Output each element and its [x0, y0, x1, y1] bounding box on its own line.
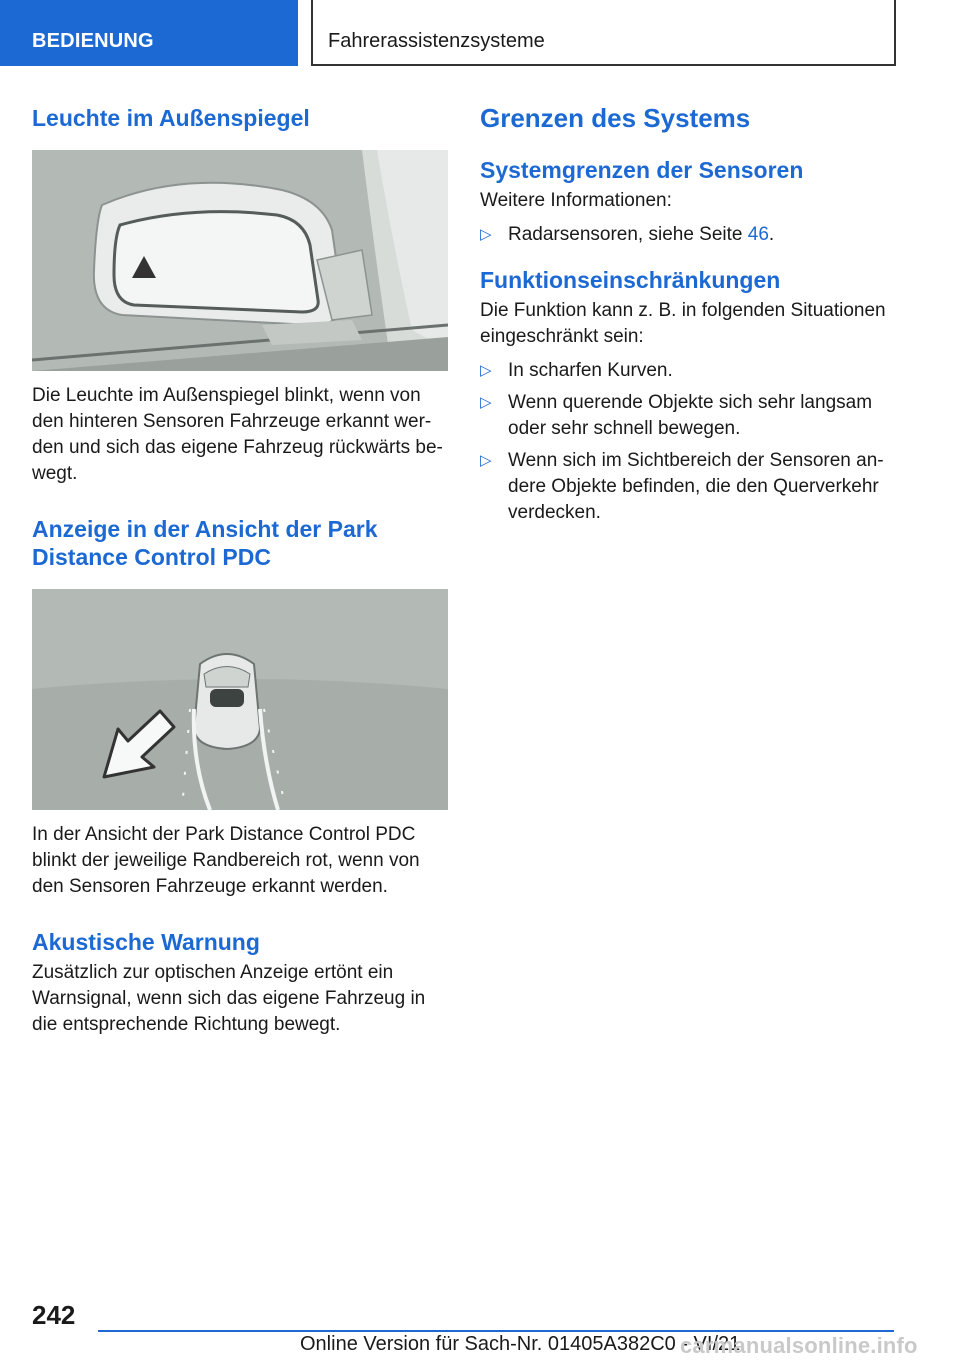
bullet-radar-text: Radarsensoren, siehe Seite: [508, 224, 748, 245]
triangle-right-icon: ▷: [480, 452, 492, 469]
paragraph-function: Die Funktion kann z. B. in folgenden Situationen eingeschränkt sein:: [480, 300, 886, 347]
watermark: carmanualsonline.info: [680, 1333, 918, 1358]
list-more-info: [480, 222, 900, 248]
pdc-image: [32, 589, 448, 810]
chapter-header: [311, 0, 896, 66]
paragraph-info: Weitere Informationen:: [480, 190, 672, 211]
pdc-illustration: [32, 589, 448, 810]
chapter-title: Fahrerassistenzsysteme: [328, 30, 545, 52]
page-number: 242: [32, 1300, 76, 1330]
section-title: BEDIENUNG: [32, 30, 154, 52]
triangle-right-icon: ▷: [480, 362, 492, 379]
heading-pdc-view: Anzeige in der Ansicht der Park Distance Control PDC: [32, 516, 378, 570]
heading-function-limits: Funktionseinschränkungen: [480, 267, 781, 293]
bullet-radar-end: .: [768, 224, 775, 245]
section-tab: [0, 0, 298, 66]
triangle-right-icon: ▷: [480, 394, 492, 411]
list-item: [480, 448, 900, 526]
bullet-text: In scharfen Kurven.: [508, 360, 673, 381]
heading-system-limits: Grenzen des Systems: [480, 103, 751, 133]
heading-sensor-limits: Systemgrenzen der Sensoren: [480, 157, 804, 183]
paragraph-acoustic: Zusätzlich zur optischen Anzeige ertönt ein Warnsignal, wenn sich das eigene Fahrzeug in die entsprechende Richtung bewegt.: [32, 962, 426, 1035]
heading-acoustic: Akustische Warnung: [32, 929, 260, 955]
left-column: [32, 100, 448, 1038]
bullet-text: Wenn sich im Sichtbereich der Sensoren andere Objekte befinden, die den Querverkehr verdecken.: [508, 450, 884, 523]
right-column: [480, 100, 900, 532]
list-situations: [480, 358, 900, 526]
paragraph-mirror: Die Leuchte im Außenspiegel blinkt, wenn von den hinteren Sensoren Fahrzeuge erkannt werden und sich das eigene Fahrzeug rückwärts bewegt.: [32, 385, 443, 484]
list-item: [480, 222, 900, 248]
heading-mirror-light: Leuchte im Außenspiegel: [32, 105, 310, 131]
list-item: [480, 358, 900, 384]
footer-text: Online Version für Sach-Nr. 01405A382C0 - VI/21: [300, 1333, 741, 1355]
mirror-illustration: [32, 150, 448, 371]
triangle-right-icon: ▷: [480, 226, 492, 243]
mirror-image: [32, 150, 448, 371]
footer-divider: [98, 1330, 894, 1332]
list-item: [480, 390, 900, 442]
page-link[interactable]: 46: [747, 224, 769, 245]
paragraph-pdc: In der Ansicht der Park Distance Control PDC blinkt der jeweilige Randbereich rot, wenn von den Sensoren Fahrzeuge erkannt werden.: [32, 824, 420, 897]
bullet-text: Wenn querende Objekte sich sehr langsam oder sehr schnell bewegen.: [508, 392, 873, 439]
